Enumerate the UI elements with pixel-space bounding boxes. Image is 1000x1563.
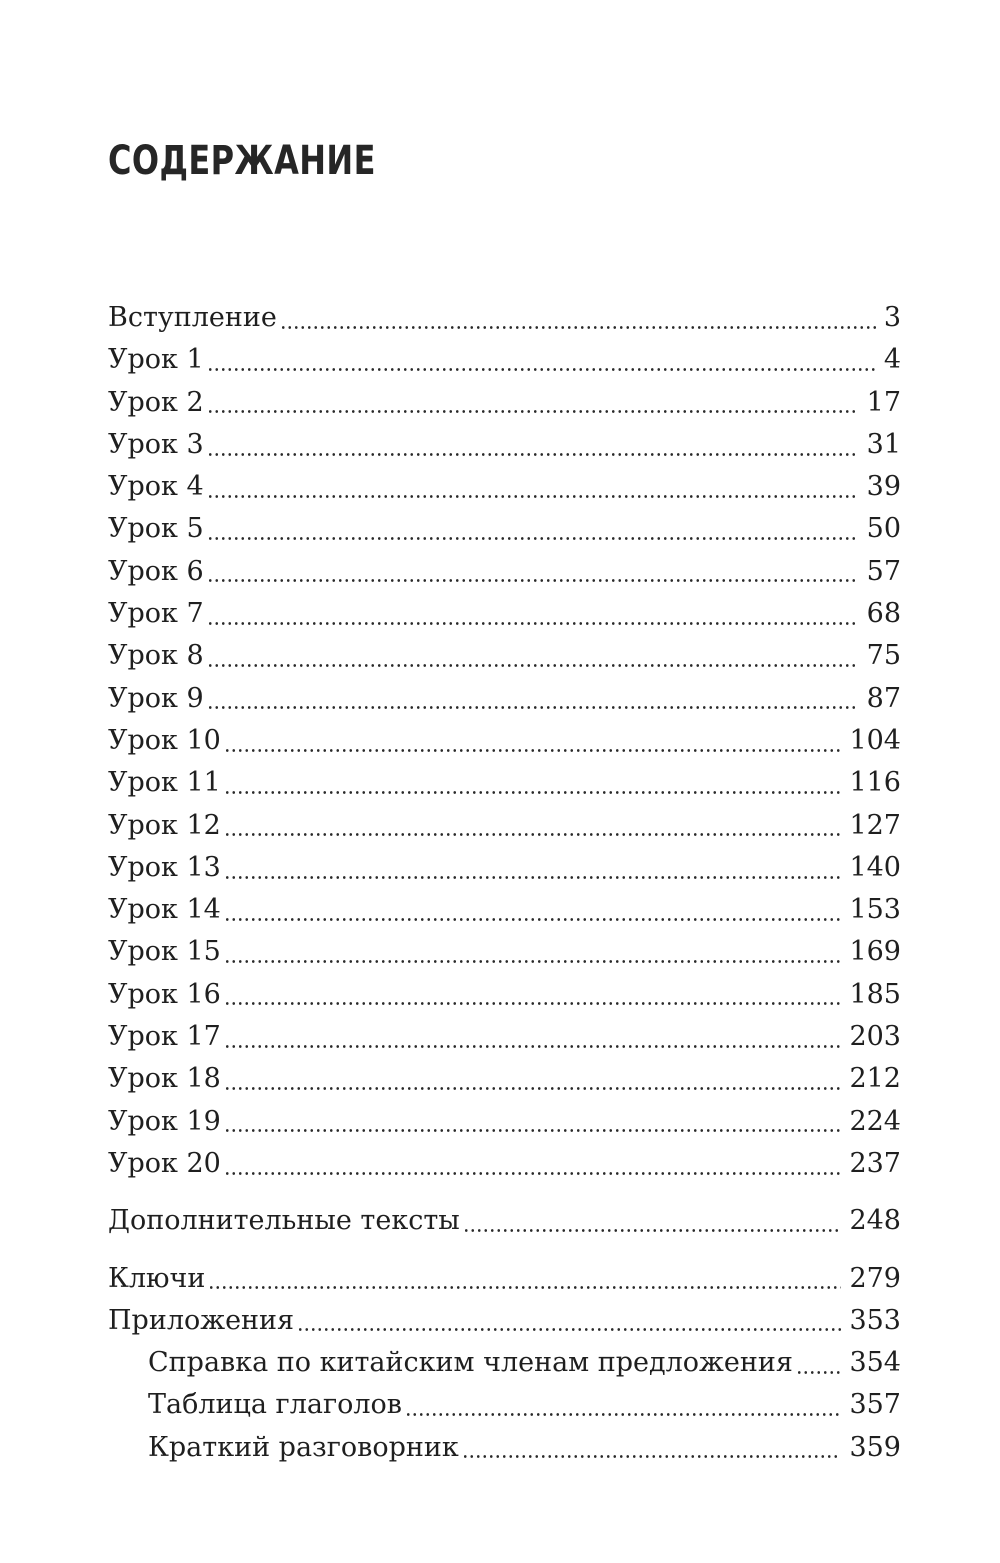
dot-leader <box>207 368 876 371</box>
dot-leader <box>224 791 842 794</box>
dot-leader <box>224 1045 842 1048</box>
toc-entry <box>108 1300 901 1342</box>
dot-leader <box>224 833 842 836</box>
toc-entry <box>108 1258 901 1300</box>
toc-entry <box>108 297 901 339</box>
toc-entry <box>108 847 901 889</box>
toc-entry-page: 248 <box>849 1205 901 1237</box>
dot-leader <box>462 1455 842 1458</box>
toc-entry <box>108 678 901 720</box>
dot-leader <box>207 453 859 456</box>
dot-leader <box>224 1087 842 1090</box>
page-title: СОДЕРЖАНИЕ <box>108 138 376 184</box>
toc-entry-label: Урок 6 <box>108 555 204 587</box>
dot-leader <box>207 495 859 498</box>
toc-entry-page: 212 <box>849 1063 901 1095</box>
toc-entry-page: 279 <box>849 1262 901 1294</box>
toc-entry <box>108 1058 901 1100</box>
toc-entry-page: 169 <box>849 936 901 968</box>
toc-entry-page: 185 <box>849 978 901 1010</box>
toc-entry-label: Приложения <box>108 1304 295 1336</box>
toc-entry-label: Урок 15 <box>108 936 221 968</box>
toc-entry <box>108 508 901 550</box>
toc-entry <box>108 720 901 762</box>
toc-entry <box>108 762 901 804</box>
toc-entry <box>108 424 901 466</box>
toc-entry-label: Справка по китайским членам предложения <box>148 1347 793 1379</box>
toc-entry <box>108 635 901 677</box>
dot-leader <box>207 664 859 667</box>
dot-leader <box>224 960 842 963</box>
dot-leader <box>463 1229 842 1232</box>
dot-leader <box>208 1286 841 1289</box>
toc-entry <box>108 974 901 1016</box>
toc-entry <box>108 339 901 381</box>
toc-entry <box>108 1200 901 1242</box>
toc-entry-page: 68 <box>866 598 901 630</box>
toc-entry-page: 353 <box>849 1304 901 1336</box>
dot-leader <box>224 1129 842 1132</box>
toc-entry-label: Ключи <box>108 1262 206 1294</box>
toc-entry-page: 87 <box>866 682 901 714</box>
toc-entry-page: 354 <box>849 1347 901 1379</box>
toc-entry-label: Урок 14 <box>108 894 221 926</box>
toc-entry-label: Урок 11 <box>108 767 221 799</box>
table-of-contents <box>108 297 901 1469</box>
toc-entry-label: Дополнительные тексты <box>108 1205 460 1237</box>
toc-entry <box>108 382 901 424</box>
toc-entry <box>108 1016 901 1058</box>
toc-entry-page: 17 <box>866 386 901 418</box>
dot-leader <box>297 1328 841 1331</box>
toc-entry-label: Урок 9 <box>108 682 204 714</box>
toc-entry-page: 116 <box>849 767 901 799</box>
toc-entry-page: 127 <box>849 809 901 841</box>
toc-subentry <box>108 1384 901 1426</box>
toc-entry-label: Урок 8 <box>108 640 204 672</box>
toc-entry-page: 153 <box>849 894 901 926</box>
toc-entry <box>108 593 901 635</box>
toc-entry-label: Урок 2 <box>108 386 204 418</box>
toc-entry-page: 224 <box>849 1105 901 1137</box>
toc-entry-label: Урок 12 <box>108 809 221 841</box>
dot-leader <box>207 410 859 413</box>
toc-entry-label: Урок 1 <box>108 344 204 376</box>
dot-leader <box>405 1413 841 1416</box>
toc-entry-label: Урок 18 <box>108 1063 221 1095</box>
dot-leader <box>224 749 842 752</box>
toc-entry-label: Таблица глаголов <box>148 1389 402 1421</box>
toc-entry-page: 3 <box>883 302 901 333</box>
dot-leader <box>224 876 842 879</box>
toc-entry-label: Урок 10 <box>108 724 221 756</box>
toc-entry <box>108 466 901 508</box>
dot-leader <box>224 918 842 921</box>
toc-entry <box>108 931 901 973</box>
toc-entry-page: 237 <box>849 1147 901 1179</box>
toc-entry <box>108 805 901 847</box>
toc-entry-label: Урок 16 <box>108 978 221 1010</box>
dot-leader <box>224 1172 842 1175</box>
toc-entry-page: 203 <box>849 1021 901 1053</box>
toc-entry-page: 57 <box>866 555 901 587</box>
toc-entry-page: 75 <box>866 640 901 672</box>
toc-entry-page: 359 <box>849 1431 901 1463</box>
toc-entry-page: 104 <box>849 724 901 756</box>
toc-entry-label: Краткий разговорник <box>148 1431 459 1463</box>
toc-entry-label: Урок 4 <box>108 471 204 503</box>
toc-subentry <box>108 1342 901 1384</box>
toc-entry <box>108 1101 901 1143</box>
dot-leader <box>207 706 859 709</box>
dot-leader <box>796 1371 842 1374</box>
dot-leader <box>207 537 859 540</box>
toc-entry-label: Урок 5 <box>108 513 204 545</box>
toc-entry-label: Вступление <box>108 302 277 333</box>
toc-entry-page: 39 <box>866 471 901 503</box>
dot-leader <box>224 1002 842 1005</box>
toc-entry-page: 31 <box>866 428 901 460</box>
toc-entry-label: Урок 20 <box>108 1147 221 1179</box>
dot-leader <box>207 579 859 582</box>
dot-leader <box>280 326 876 329</box>
toc-subentry <box>108 1427 901 1469</box>
toc-entry <box>108 551 901 593</box>
toc-entry-label: Урок 13 <box>108 851 221 883</box>
toc-entry-label: Урок 17 <box>108 1021 221 1053</box>
toc-entry-label: Урок 7 <box>108 598 204 630</box>
toc-entry-label: Урок 3 <box>108 428 204 460</box>
toc-entry-label: Урок 19 <box>108 1105 221 1137</box>
toc-entry-page: 357 <box>849 1389 901 1421</box>
toc-entry <box>108 889 901 931</box>
toc-entry-page: 4 <box>883 344 901 376</box>
toc-entry <box>108 1143 901 1185</box>
toc-entry-page: 50 <box>866 513 901 545</box>
dot-leader <box>207 622 859 625</box>
toc-entry-page: 140 <box>849 851 901 883</box>
